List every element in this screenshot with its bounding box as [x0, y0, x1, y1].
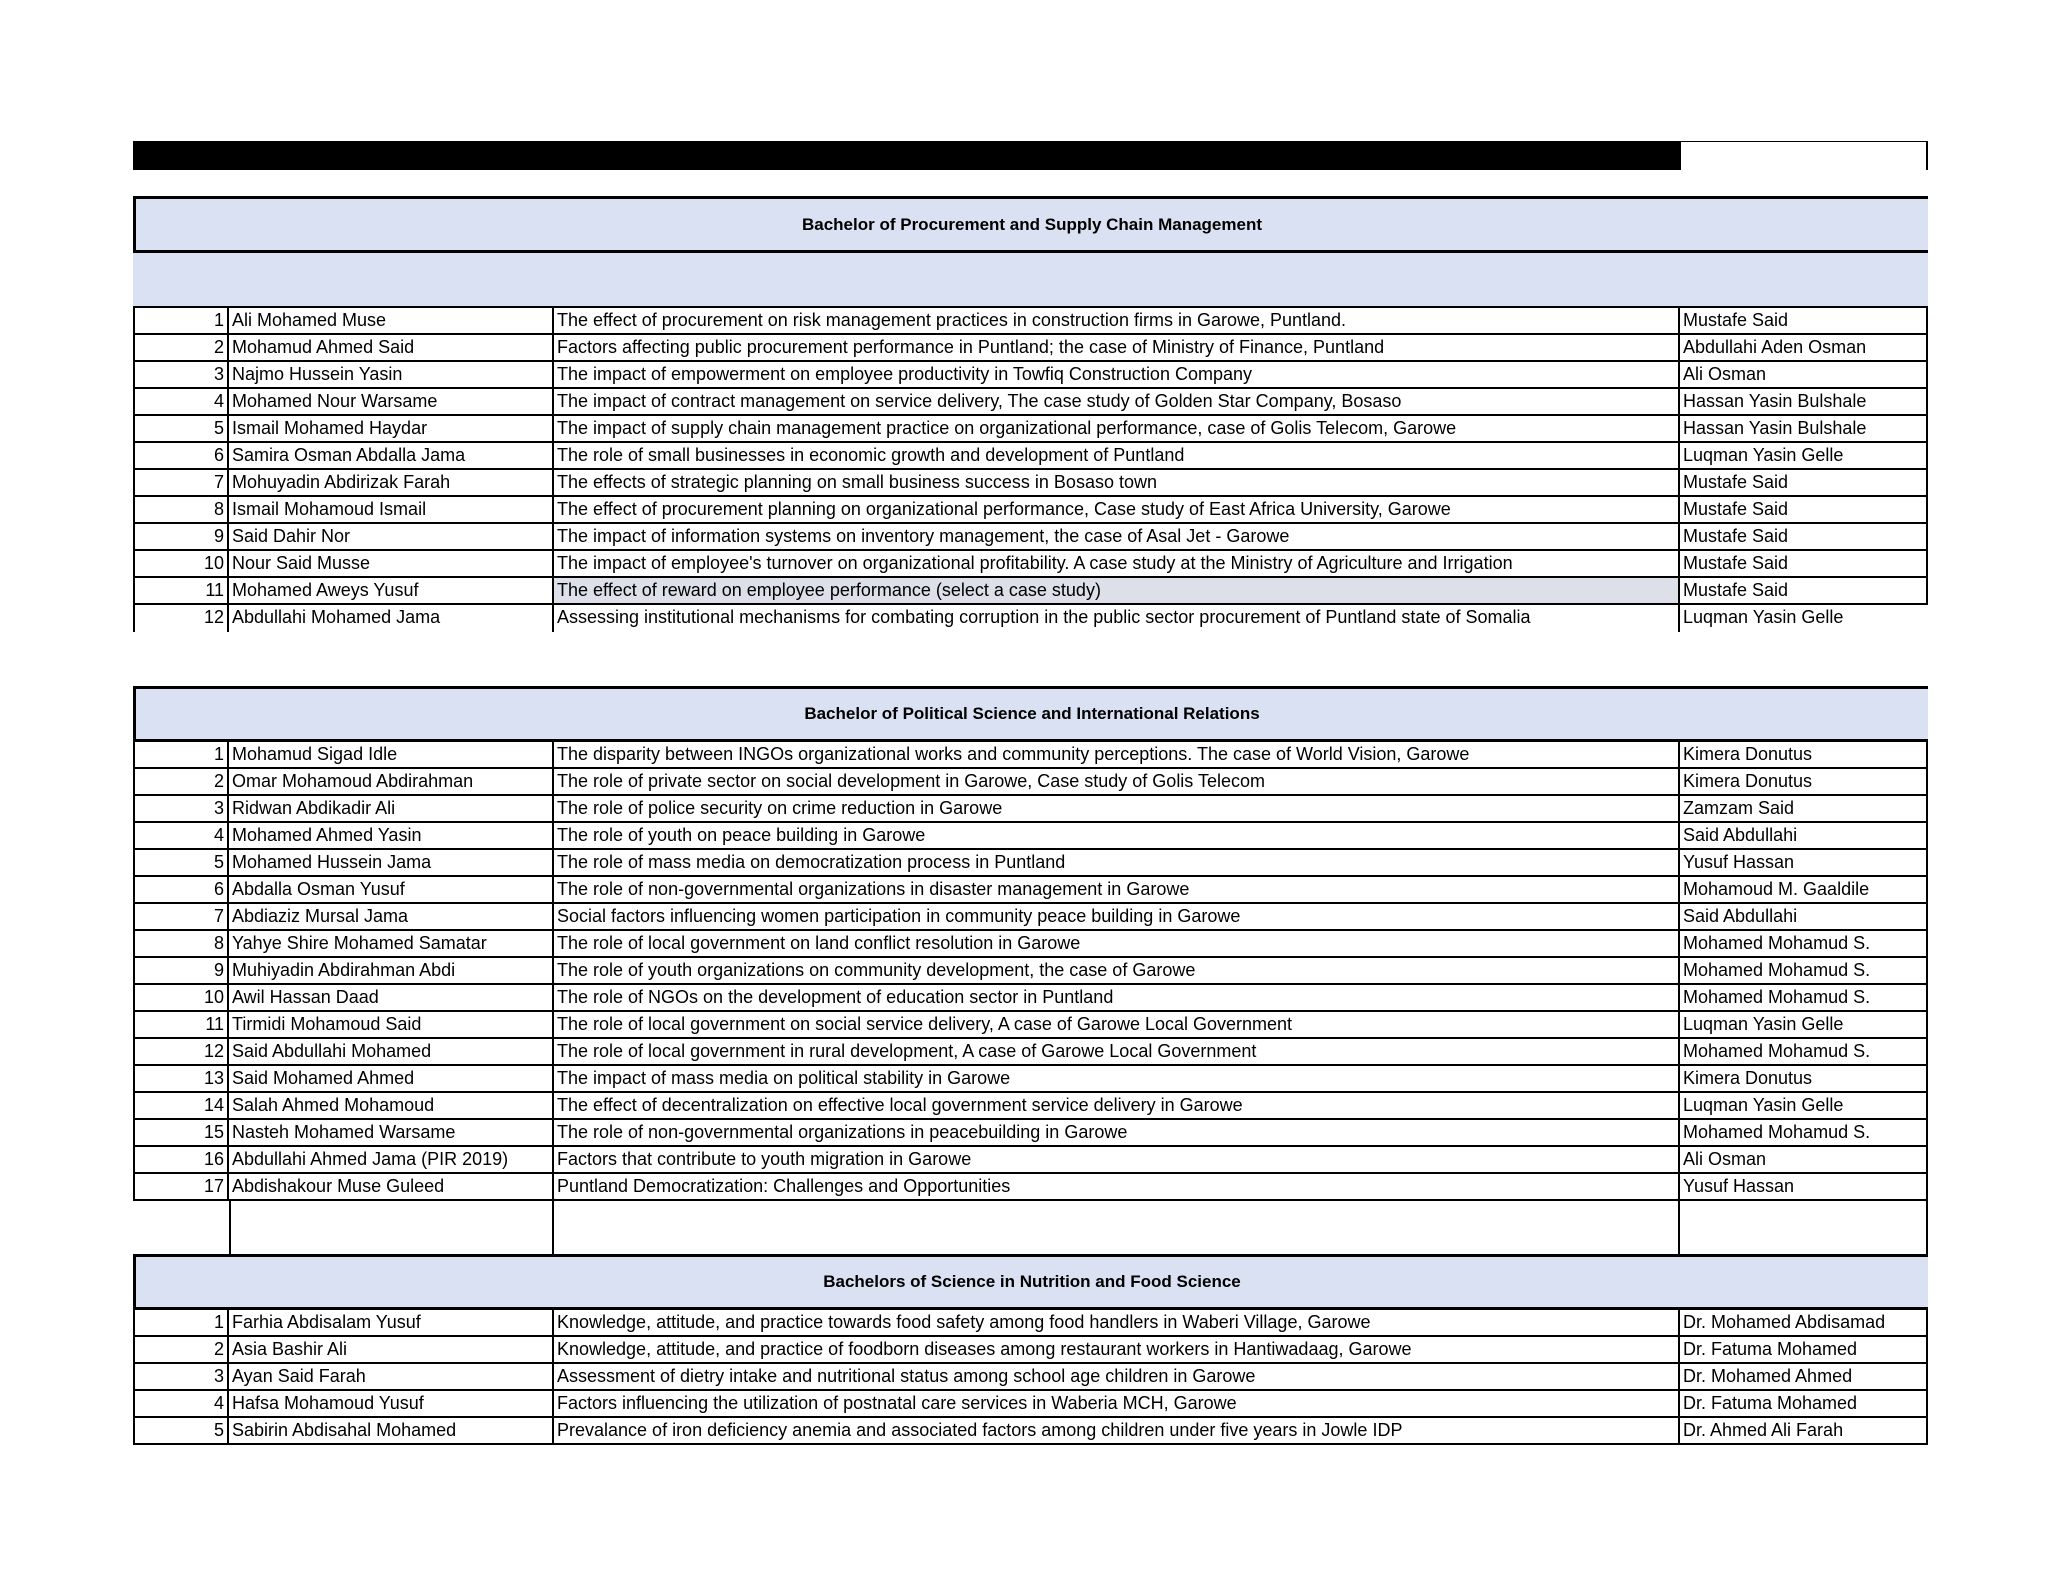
- thesis-title: The role of police security on crime reduction in Garowe: [554, 796, 1680, 821]
- student-name: Mohamud Ahmed Said: [229, 335, 554, 360]
- table-row: [133, 1120, 1928, 1147]
- row-number: 4: [133, 1391, 229, 1416]
- table-row: [133, 1174, 1928, 1201]
- thesis-title: The effects of strategic planning on small business success in Bosaso town: [554, 470, 1680, 495]
- student-name: Abdishakour Muse Guleed: [229, 1174, 554, 1199]
- student-name: Mohamed Aweys Yusuf: [229, 578, 554, 603]
- table-row: [133, 416, 1928, 443]
- table-row: [133, 605, 1928, 632]
- student-name: Said Mohamed Ahmed: [229, 1066, 554, 1091]
- row-number: 17: [133, 1174, 229, 1199]
- supervisor-name: Mohamoud M. Gaaldile: [1680, 877, 1928, 902]
- empty-spacer-row: [133, 1200, 1928, 1254]
- supervisor-name: Mohamed Mohamud S.: [1680, 931, 1928, 956]
- thesis-title: Prevalance of iron deficiency anemia and associated factors among children under five years in Jowle IDP: [554, 1418, 1680, 1443]
- supervisor-name: Mustafe Said: [1680, 497, 1928, 522]
- supervisor-name: Luqman Yasin Gelle: [1680, 1012, 1928, 1037]
- thesis-title: The impact of contract management on service delivery, The case study of Golden Star Company, Bosaso: [554, 389, 1680, 414]
- section-heading-political-science: Bachelor of Political Science and International Relations: [133, 686, 1928, 742]
- table-row: [133, 497, 1928, 524]
- thesis-title: The role of small businesses in economic growth and development of Puntland: [554, 443, 1680, 468]
- supervisor-name: Mohamed Mohamud S.: [1680, 1039, 1928, 1064]
- supervisor-name: Kimera Donutus: [1680, 769, 1928, 794]
- row-number: 7: [133, 904, 229, 929]
- row-number: 5: [133, 850, 229, 875]
- supervisor-name: Kimera Donutus: [1680, 742, 1928, 767]
- table-row: [133, 1337, 1928, 1364]
- thesis-title: Assessing institutional mechanisms for combating corruption in the public sector procurement of Puntland state of Somalia: [554, 605, 1680, 632]
- thesis-title: The impact of information systems on inventory management, the case of Asal Jet - Garowe: [554, 524, 1680, 549]
- thesis-title: The role of mass media on democratization process in Puntland: [554, 850, 1680, 875]
- row-number: 5: [133, 1418, 229, 1443]
- student-name: Nour Said Musse: [229, 551, 554, 576]
- supervisor-name: Mohamed Mohamud S.: [1680, 1120, 1928, 1145]
- student-name: Tirmidi Mohamoud Said: [229, 1012, 554, 1037]
- table-row: [133, 931, 1928, 958]
- row-number: 12: [133, 1039, 229, 1064]
- supervisor-name: Abdullahi Aden Osman: [1680, 335, 1928, 360]
- table-row: [133, 1012, 1928, 1039]
- row-number: 1: [133, 308, 229, 333]
- supervisor-name: Dr. Fatuma Mohamed: [1680, 1337, 1928, 1362]
- supervisor-name: Dr. Mohamed Abdisamad: [1680, 1310, 1928, 1335]
- table-row: [133, 1039, 1928, 1066]
- table-row: [133, 362, 1928, 389]
- thesis-title: The role of local government on land conflict resolution in Garowe: [554, 931, 1680, 956]
- student-name: Nasteh Mohamed Warsame: [229, 1120, 554, 1145]
- supervisor-name: Ali Osman: [1680, 1147, 1928, 1172]
- student-name: Ali Mohamed Muse: [229, 308, 554, 333]
- table-row: [133, 308, 1928, 335]
- table-row: [133, 1310, 1928, 1337]
- thesis-title: The role of local government in rural development, A case of Garowe Local Government: [554, 1039, 1680, 1064]
- supervisor-name: Mustafe Said: [1680, 470, 1928, 495]
- student-name: Samira Osman Abdalla Jama: [229, 443, 554, 468]
- table-row: [133, 524, 1928, 551]
- thesis-title: The role of NGOs on the development of education sector in Puntland: [554, 985, 1680, 1010]
- row-number: 5: [133, 416, 229, 441]
- row-number: 3: [133, 362, 229, 387]
- row-number: 1: [133, 1310, 229, 1335]
- student-name: Mohamud Sigad Idle: [229, 742, 554, 767]
- thesis-title: Knowledge, attitude, and practice of foodborn diseases among restaurant workers in Hantiwadaag, Garowe: [554, 1337, 1680, 1362]
- student-name: Abdiaziz Mursal Jama: [229, 904, 554, 929]
- table-row: [133, 1147, 1928, 1174]
- thesis-title: The effect of procurement planning on organizational performance, Case study of East Africa University, Garowe: [554, 497, 1680, 522]
- thesis-title: The role of local government on social service delivery, A case of Garowe Local Government: [554, 1012, 1680, 1037]
- supervisor-name: Zamzam Said: [1680, 796, 1928, 821]
- table-row: [133, 985, 1928, 1012]
- student-name: Said Abdullahi Mohamed: [229, 1039, 554, 1064]
- thesis-title: The role of private sector on social development in Garowe, Case study of Golis Telecom: [554, 769, 1680, 794]
- student-name: Salah Ahmed Mohamoud: [229, 1093, 554, 1118]
- student-name: Sabirin Abdisahal Mohamed: [229, 1418, 554, 1443]
- supervisor-name: Said Abdullahi: [1680, 823, 1928, 848]
- supervisor-name: Dr. Ahmed Ali Farah: [1680, 1418, 1928, 1443]
- table-row: [133, 470, 1928, 497]
- student-name: Abdullahi Ahmed Jama (PIR 2019): [229, 1147, 554, 1172]
- supervisor-name: Mustafe Said: [1680, 308, 1928, 333]
- thesis-title: Knowledge, attitude, and practice towards food safety among food handlers in Waberi Village, Garowe: [554, 1310, 1680, 1335]
- table-row: [133, 796, 1928, 823]
- row-number: 4: [133, 823, 229, 848]
- student-name: Muhiyadin Abdirahman Abdi: [229, 958, 554, 983]
- student-name: Omar Mohamoud Abdirahman: [229, 769, 554, 794]
- supervisor-name: Luqman Yasin Gelle: [1680, 443, 1928, 468]
- table-row: [133, 1418, 1928, 1445]
- supervisor-name: Mustafe Said: [1680, 551, 1928, 576]
- black-header-bar: [133, 141, 1681, 170]
- supervisor-name: Ali Osman: [1680, 362, 1928, 387]
- supervisor-name: Mohamed Mohamud S.: [1680, 958, 1928, 983]
- thesis-title: The effect of procurement on risk management practices in construction firms in Garowe, Puntland.: [554, 308, 1680, 333]
- thesis-title: The role of youth organizations on community development, the case of Garowe: [554, 958, 1680, 983]
- supervisor-name: Hassan Yasin Bulshale: [1680, 416, 1928, 441]
- row-number: 12: [133, 605, 229, 632]
- student-name: Farhia Abdisalam Yusuf: [229, 1310, 554, 1335]
- student-name: Said Dahir Nor: [229, 524, 554, 549]
- thesis-title: Factors that contribute to youth migration in Garowe: [554, 1147, 1680, 1172]
- student-name: Ayan Said Farah: [229, 1364, 554, 1389]
- nutrition-table: [133, 1310, 1928, 1445]
- table-row: [133, 877, 1928, 904]
- table-row: [133, 769, 1928, 796]
- student-name: Abdalla Osman Yusuf: [229, 877, 554, 902]
- row-number: 4: [133, 389, 229, 414]
- row-number: 8: [133, 931, 229, 956]
- supervisor-name: Said Abdullahi: [1680, 904, 1928, 929]
- row-number: 10: [133, 551, 229, 576]
- table-row: [133, 958, 1928, 985]
- row-number: 15: [133, 1120, 229, 1145]
- supervisor-name: Mustafe Said: [1680, 524, 1928, 549]
- row-number: 6: [133, 877, 229, 902]
- supervisor-name: Luqman Yasin Gelle: [1683, 607, 1844, 627]
- row-number: 7: [133, 470, 229, 495]
- table-row: [133, 443, 1928, 470]
- student-name: Abdullahi Mohamed Jama: [229, 605, 554, 632]
- student-name: Mohamed Ahmed Yasin: [229, 823, 554, 848]
- row-number: 11: [133, 1012, 229, 1037]
- table-row: [133, 1066, 1928, 1093]
- section-heading-procurement: Bachelor of Procurement and Supply Chain Management: [133, 196, 1928, 253]
- thesis-title: The effect of reward on employee performance (select a case study): [554, 578, 1680, 603]
- student-name: Ridwan Abdikadir Ali: [229, 796, 554, 821]
- student-name: Mohuyadin Abdirizak Farah: [229, 470, 554, 495]
- thesis-title: The effect of decentralization on effective local government service delivery in Garowe: [554, 1093, 1680, 1118]
- row-number: 2: [133, 769, 229, 794]
- student-name: Hafsa Mohamoud Yusuf: [229, 1391, 554, 1416]
- supervisor-name: Mohamed Mohamud S.: [1680, 985, 1928, 1010]
- table-row: [133, 823, 1928, 850]
- table-row: [133, 1364, 1928, 1391]
- table-row: [133, 742, 1928, 769]
- thesis-title: Social factors influencing women participation in community peace building in Garowe: [554, 904, 1680, 929]
- supervisor-name: Yusuf Hassan: [1680, 850, 1928, 875]
- row-number: 11: [133, 578, 229, 603]
- row-number: 3: [133, 796, 229, 821]
- section-heading-nutrition: Bachelors of Science in Nutrition and Food Science: [133, 1254, 1928, 1310]
- thesis-title: The impact of empowerment on employee productivity in Towfiq Construction Company: [554, 362, 1680, 387]
- political-science-table: [133, 742, 1928, 1201]
- table-row: [133, 850, 1928, 877]
- thesis-title: The impact of supply chain management practice on organizational performance, case of Golis Telecom, Garowe: [554, 416, 1680, 441]
- table-row: [133, 578, 1928, 605]
- thesis-title: Puntland Democratization: Challenges and Opportunities: [554, 1174, 1680, 1199]
- table-row: [133, 335, 1928, 362]
- student-name: Mohamed Nour Warsame: [229, 389, 554, 414]
- row-number: 3: [133, 1364, 229, 1389]
- thesis-title: The impact of mass media on political stability in Garowe: [554, 1066, 1680, 1091]
- supervisor-name: Mustafe Said: [1680, 578, 1928, 603]
- thesis-title: The impact of employee's turnover on organizational profitability. A case study at the Ministry of Agriculture and Irrigation: [554, 551, 1680, 576]
- student-name: Yahye Shire Mohamed Samatar: [229, 931, 554, 956]
- thesis-title: Factors influencing the utilization of postnatal care services in Waberia MCH, Garowe: [554, 1391, 1680, 1416]
- supervisor-name: Yusuf Hassan: [1680, 1174, 1928, 1199]
- supervisor-name: Hassan Yasin Bulshale: [1680, 389, 1928, 414]
- row-number: 2: [133, 1337, 229, 1362]
- table-row: [133, 1093, 1928, 1120]
- row-number: 9: [133, 524, 229, 549]
- supervisor-name: Luqman Yasin Gelle: [1680, 1093, 1928, 1118]
- supervisor-name: Dr. Mohamed Ahmed: [1680, 1364, 1928, 1389]
- row-number: 8: [133, 497, 229, 522]
- student-name: Ismail Mohamed Haydar: [229, 416, 554, 441]
- student-name: Ismail Mohamoud Ismail: [229, 497, 554, 522]
- row-number: 9: [133, 958, 229, 983]
- table-row: [133, 1391, 1928, 1418]
- row-number: 6: [133, 443, 229, 468]
- thesis-title: The role of non-governmental organizations in disaster management in Garowe: [554, 877, 1680, 902]
- thesis-title: Factors affecting public procurement performance in Puntland; the case of Ministry of Finance, Puntland: [554, 335, 1680, 360]
- table-row: [133, 904, 1928, 931]
- header-bar-empty-cell: [1681, 141, 1928, 170]
- row-number: 10: [133, 985, 229, 1010]
- row-number: 14: [133, 1093, 229, 1118]
- procurement-table: [133, 306, 1928, 632]
- section-subheader-band: [133, 253, 1928, 307]
- row-number: 16: [133, 1147, 229, 1172]
- row-number: 2: [133, 335, 229, 360]
- student-name: Asia Bashir Ali: [229, 1337, 554, 1362]
- table-row: [133, 551, 1928, 578]
- table-row: [133, 389, 1928, 416]
- row-number: 1: [133, 742, 229, 767]
- thesis-title: Assessment of dietry intake and nutritional status among school age children in Garowe: [554, 1364, 1680, 1389]
- thesis-title: The role of non-governmental organizations in peacebuilding in Garowe: [554, 1120, 1680, 1145]
- student-name: Mohamed Hussein Jama: [229, 850, 554, 875]
- row-number: 13: [133, 1066, 229, 1091]
- supervisor-name: Dr. Fatuma Mohamed: [1680, 1391, 1928, 1416]
- student-name: Najmo Hussein Yasin: [229, 362, 554, 387]
- supervisor-name: Kimera Donutus: [1680, 1066, 1928, 1091]
- thesis-title: The role of youth on peace building in Garowe: [554, 823, 1680, 848]
- student-name: Awil Hassan Daad: [229, 985, 554, 1010]
- thesis-title: The disparity between INGOs organizational works and community perceptions. The case of World Vision, Garowe: [554, 742, 1680, 767]
